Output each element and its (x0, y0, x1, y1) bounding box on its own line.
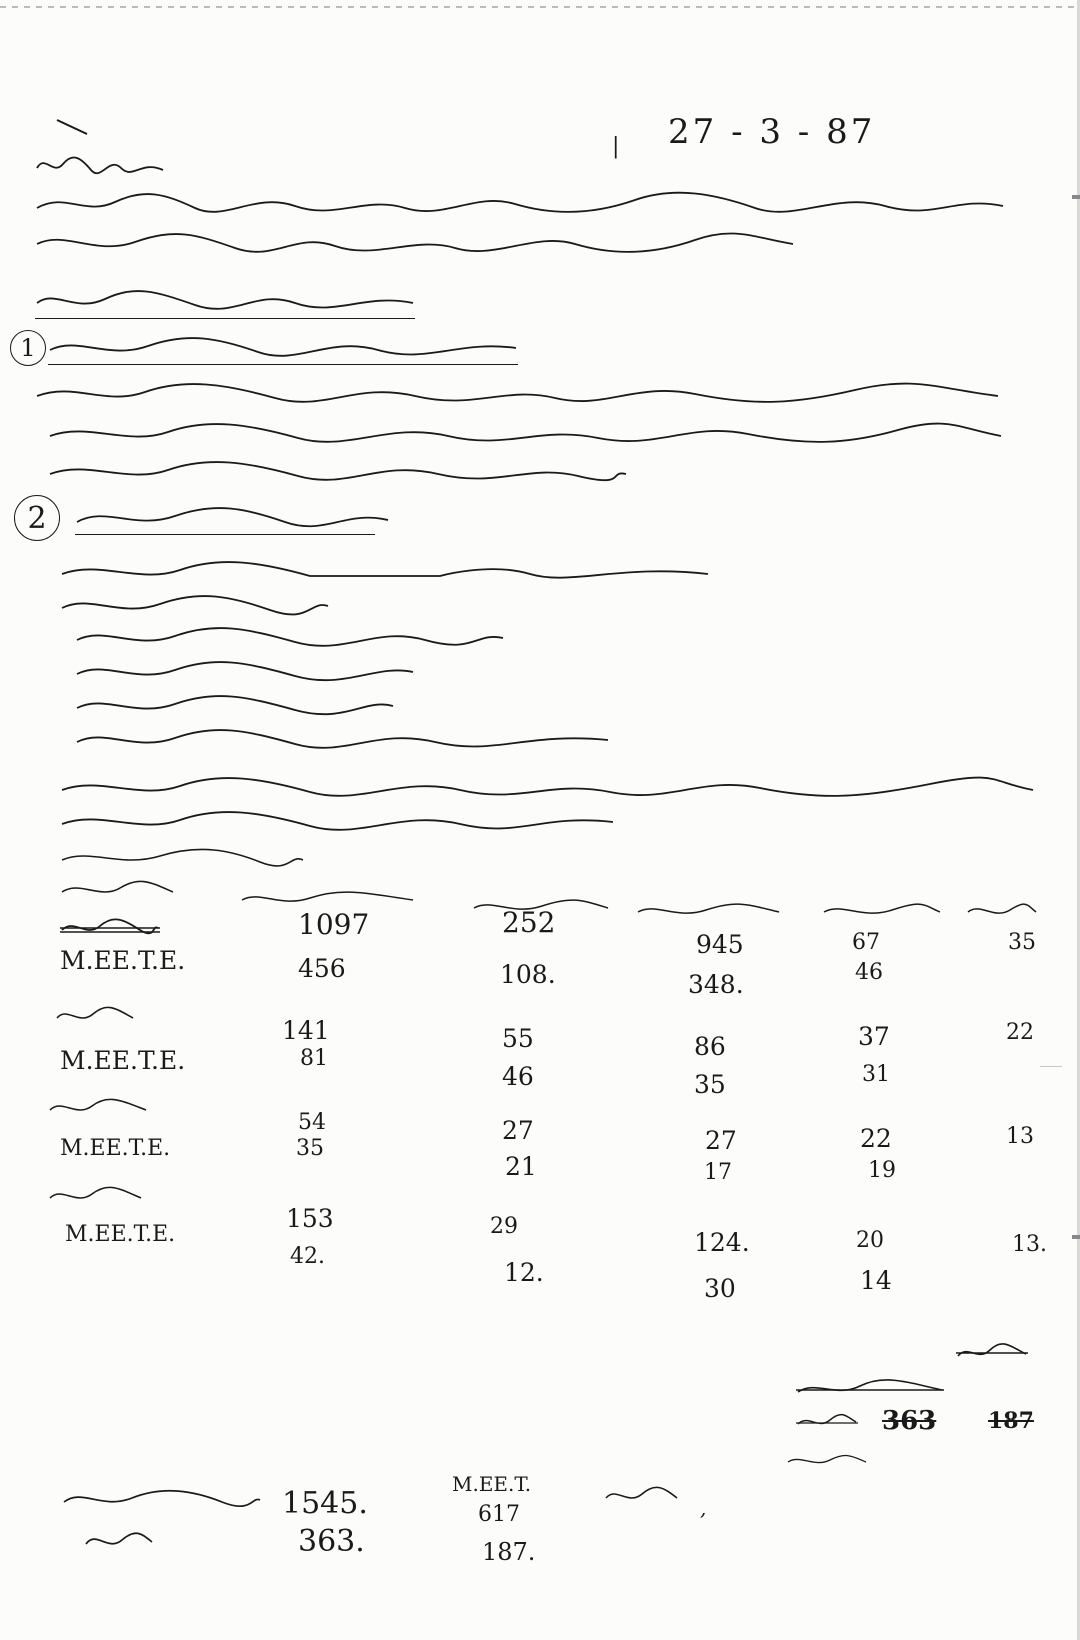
blank-cell-mark (1040, 1066, 1062, 1067)
table-cell: 55 (502, 1024, 534, 1053)
col-header-1-scribble (240, 888, 415, 910)
side-totals-row-1-scribble (796, 1376, 944, 1400)
attendees-label-scribble (35, 150, 165, 180)
table-cell: 21 (505, 1152, 537, 1181)
page-edge-mark (1072, 195, 1080, 199)
totals-mid-value-2: 187. (482, 1538, 536, 1566)
table-cell: 22 (860, 1124, 892, 1153)
item-2-line-2-scribble (60, 590, 330, 620)
table-cell: 12. (504, 1258, 544, 1287)
table-cell: 153 (286, 1204, 334, 1233)
col-header-4-scribble (822, 900, 942, 922)
table-cell: 20 (856, 1228, 884, 1253)
table-cell: 54 (298, 1110, 326, 1135)
table-cell: 945 (696, 930, 744, 959)
table-cell: 30 (704, 1274, 736, 1303)
table-cell: 27 (502, 1116, 534, 1145)
side-totals-row-3-scribble (786, 1452, 868, 1470)
attendees-line-2-scribble (35, 228, 795, 258)
row-1-label-scribble (60, 912, 160, 942)
item-1-number: 1 (10, 330, 46, 366)
table-cell: 124. (694, 1228, 750, 1257)
totals-right-mark: , (700, 1496, 707, 1520)
item-1-body-line-3-scribble (48, 456, 628, 486)
table-cell: 17 (704, 1160, 732, 1185)
item-1-title-scribble (48, 332, 518, 362)
table-cell: 81 (300, 1046, 328, 1071)
table-cell: 22 (1006, 1020, 1034, 1045)
table-cell: 13 (1006, 1124, 1034, 1149)
item-2-note-line-1-scribble (60, 772, 1035, 802)
table-cell: 86 (694, 1032, 726, 1061)
item-1-body-line-2-scribble (48, 418, 1003, 448)
table-cell: 27 (705, 1126, 737, 1155)
table-cell: 108. (500, 960, 556, 989)
table-cell: 252 (502, 906, 556, 939)
item-2-note-line-2-scribble (60, 806, 615, 836)
corner-stroke (55, 118, 89, 138)
totals-mid-label: M.EE.T. (452, 1472, 532, 1496)
table-cell: 1097 (298, 908, 370, 941)
catalog-item-2-scribble (75, 656, 415, 686)
side-totals-header-scribble (956, 1340, 1028, 1364)
catalog-item-1-scribble (75, 622, 505, 652)
agenda-intro-underline (35, 318, 415, 319)
table-cell: 456 (298, 954, 346, 983)
table-cell: 67 (852, 930, 880, 955)
item-2-title-underline (75, 534, 375, 535)
col-header-3-scribble (636, 900, 781, 922)
col-header-5-scribble (966, 900, 1038, 922)
table-row-label: M.EE.T.E. (65, 1222, 176, 1247)
table-row-label: M.EE.T.E. (60, 946, 186, 975)
table-cell: 46 (855, 960, 883, 985)
totals-row-1-value: 1545. (282, 1486, 368, 1521)
table-cell: 348. (688, 970, 744, 999)
item-2-number: 2 (14, 495, 60, 541)
row-7-label-scribble (48, 1184, 143, 1208)
date-tick: | (612, 134, 620, 159)
page-top-edge (0, 6, 1080, 8)
table-row-label: M.EE.T.E. (60, 1136, 171, 1161)
catalog-item-4-scribble (75, 724, 610, 754)
item-2-line-1-scribble (60, 556, 710, 586)
totals-mid-value-1: 617 (478, 1502, 520, 1527)
table-cell: 141 (282, 1016, 330, 1045)
attendees-line-1-scribble (35, 188, 1005, 218)
table-cell: 14 (860, 1266, 892, 1295)
table-cell: 35 (296, 1136, 324, 1161)
agenda-intro-scribble (35, 285, 415, 315)
item-1-title-underline (48, 364, 518, 365)
page-edge-mark (1072, 1235, 1080, 1239)
catalog-item-3-scribble (75, 690, 395, 720)
totals-right-label-scribble (604, 1484, 679, 1508)
totals-row-2-label-scribble (84, 1528, 154, 1554)
table-cell: 19 (868, 1158, 896, 1183)
totals-row-1-label-scribble (62, 1486, 262, 1512)
stats-intro-scribble (60, 846, 305, 870)
table-cell: 31 (862, 1062, 890, 1087)
row-3-label-scribble (55, 1004, 135, 1028)
table-cell: 42. (290, 1244, 325, 1269)
stats-row-header-scribble (60, 878, 175, 902)
table-cell: 37 (858, 1022, 890, 1051)
side-totals-value-b: 187 (988, 1408, 1034, 1434)
meeting-date: 27 - 3 - 87 (668, 112, 876, 152)
item-1-body-line-1-scribble (35, 378, 1000, 408)
totals-row-2-value: 363. (298, 1524, 365, 1559)
side-totals-row-2-scribble (796, 1410, 858, 1432)
row-5-label-scribble (48, 1096, 148, 1120)
table-cell: 35 (1008, 930, 1036, 955)
table-row-label: M.EE.T.E. (60, 1046, 186, 1075)
table-cell: 46 (502, 1062, 534, 1091)
item-2-title-scribble (75, 502, 390, 532)
side-totals-value-a: 363 (882, 1406, 937, 1436)
table-cell: 13. (1012, 1232, 1047, 1257)
table-cell: 29 (490, 1214, 518, 1239)
table-cell: 35 (694, 1070, 726, 1099)
